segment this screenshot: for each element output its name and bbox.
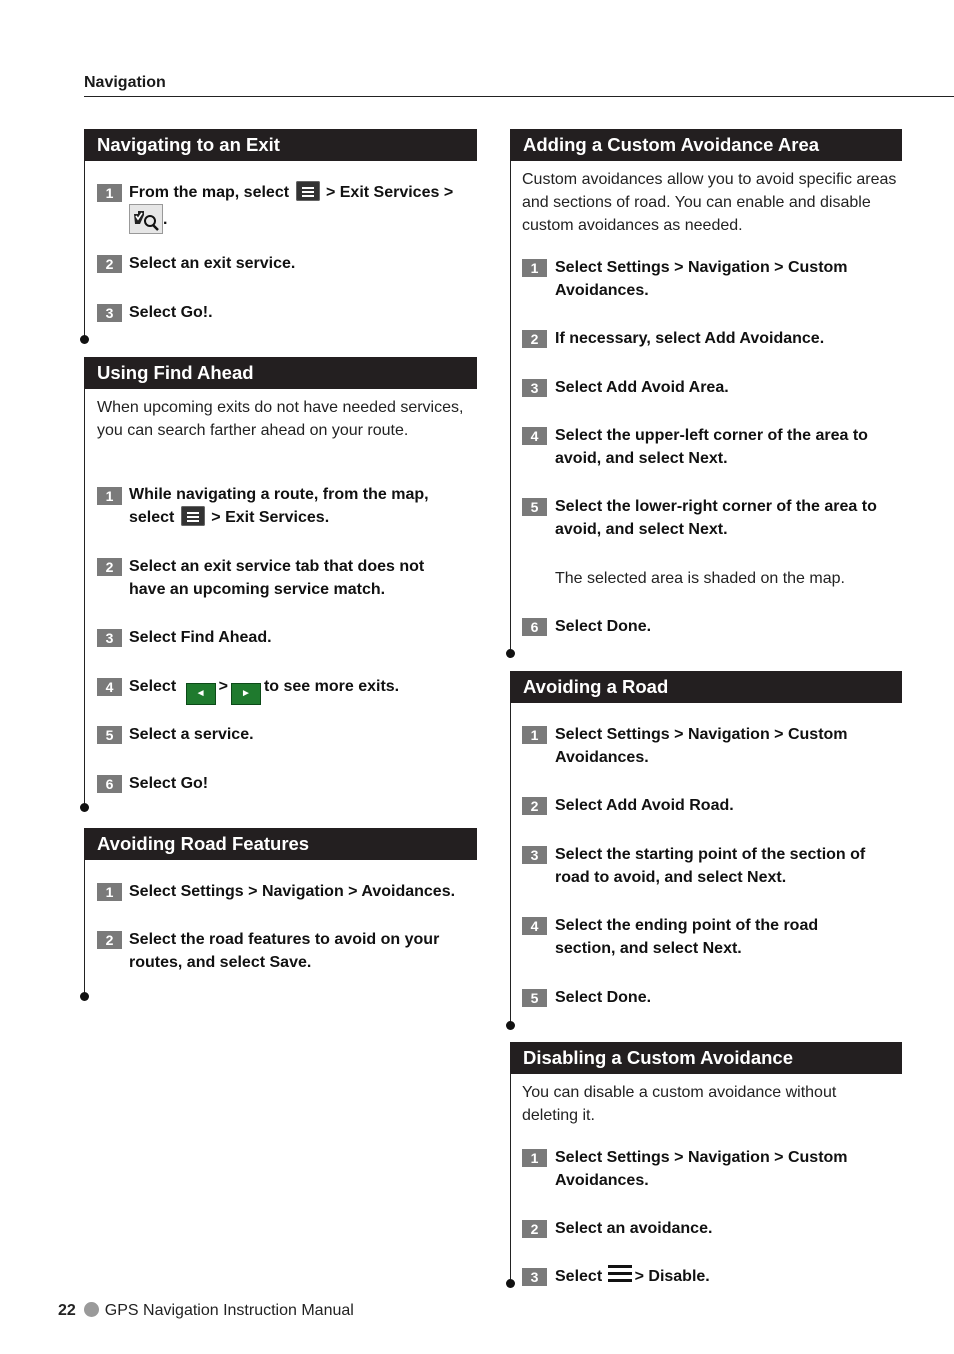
step-number: 4 — [522, 427, 547, 445]
section-intro: When upcoming exits do not have needed services, you can search farther ahead on your route. — [97, 399, 464, 439]
section-intro: Custom avoidances allow you to avoid specific areas and sections of road. You can enable and disable custom avoidances as needed. — [522, 171, 897, 234]
section-title-avoid-road: Avoiding a Road — [510, 671, 902, 703]
right-timeline-1 — [510, 161, 511, 653]
step-number: 3 — [522, 379, 547, 397]
step-text — [555, 1265, 900, 1288]
section-end-dot — [80, 335, 89, 344]
step-text: Select Settings > Navigation > Custom Avoidances. — [555, 726, 848, 766]
section-end-dot — [506, 1279, 515, 1288]
step-text-pre: From the map, select — [129, 184, 290, 201]
step-number: 3 — [97, 304, 122, 322]
step-text-post: to see more exits. — [263, 678, 400, 695]
step-number: 6 — [522, 618, 547, 636]
step-text: Select Done. — [555, 618, 652, 635]
step-number: 2 — [522, 1220, 547, 1238]
step-text: If necessary, select Add Avoidance. — [555, 330, 825, 347]
step-number: 1 — [522, 726, 547, 744]
step-number: 1 — [97, 487, 122, 505]
step-text — [129, 675, 474, 705]
step-number: 2 — [97, 255, 122, 273]
step-note: The selected area is shaded on the map. — [555, 570, 845, 587]
section-intro: You can disable a custom avoidance without deleting it. — [522, 1084, 837, 1124]
step-text: From the map, select > Exit Services > . — [129, 181, 474, 234]
step-text: Select an exit service tab that does not have an upcoming service match. — [129, 558, 425, 598]
step-text-pre: Select — [555, 1268, 603, 1285]
step-text: Select the ending point of the road section, and select Next. — [555, 917, 819, 957]
step-text: Select Add Avoid Area. — [555, 379, 729, 396]
step-text-pre: select — [129, 509, 175, 526]
step-number: 1 — [97, 184, 122, 202]
step-number: 2 — [97, 931, 122, 949]
step-number: 4 — [522, 917, 547, 935]
right-timeline-3 — [510, 1073, 511, 1283]
section-title-find-ahead: Using Find Ahead — [84, 357, 477, 389]
step-text-separator: > — [218, 678, 228, 695]
step-text: Select Settings > Navigation > Custom Avoidances. — [555, 259, 848, 299]
section-end-dot — [506, 649, 515, 658]
left-timeline-2 — [84, 389, 85, 807]
step-text: Select Add Avoid Road. — [555, 797, 734, 814]
page-number: 22 — [58, 1302, 76, 1319]
step-number: 3 — [522, 846, 547, 864]
step-text-post: > Exit Services > — [325, 184, 454, 201]
step-text: Select a service. — [129, 726, 254, 743]
section-title-disable: Disabling a Custom Avoidance — [510, 1042, 902, 1074]
step-text: Select an exit service. — [129, 255, 296, 272]
section-end-dot — [506, 1021, 515, 1030]
step-number: 5 — [522, 989, 547, 1007]
step-text: Select Go!. — [129, 304, 213, 321]
step-text: Select the upper-left corner of the area to avoid, and select Next. — [555, 427, 868, 467]
step-number: 2 — [97, 558, 122, 576]
page-header: Navigation — [84, 74, 166, 91]
step-number: 2 — [522, 797, 547, 815]
step-text: Select Done. — [555, 989, 652, 1006]
step-text: Select Find Ahead. — [129, 629, 272, 646]
section-title-exit: Navigating to an Exit — [84, 129, 477, 161]
exit-search-icon[interactable] — [129, 204, 163, 234]
step-number: 5 — [522, 498, 547, 516]
step-number: 3 — [97, 629, 122, 647]
left-timeline-3 — [84, 860, 85, 996]
right-timeline-2 — [510, 703, 511, 1025]
menu-icon[interactable] — [608, 1265, 632, 1283]
arrow-right-icon[interactable]: ► — [231, 683, 261, 705]
step-text — [129, 484, 474, 529]
left-timeline-1 — [84, 161, 85, 339]
section-end-dot — [80, 803, 89, 812]
step-number: 3 — [522, 1268, 547, 1286]
step-text: Select Go! — [129, 775, 209, 792]
step-text: Select the road features to avoid on your routes, and select Save. — [129, 931, 440, 971]
section-title-custom-area: Adding a Custom Avoidance Area — [510, 129, 902, 161]
page-footer — [58, 1302, 354, 1320]
step-text: Select the lower-right corner of the area to avoid, and select Next. — [555, 498, 877, 538]
step-text: Select Settings > Navigation > Avoidances. — [129, 883, 456, 900]
step-number: 2 — [522, 330, 547, 348]
menu-icon[interactable] — [296, 181, 320, 201]
manual-title: GPS Navigation Instruction Manual — [104, 1302, 354, 1319]
step-number: 5 — [97, 726, 122, 744]
arrow-left-icon[interactable]: ◄ — [186, 683, 216, 705]
header-rule — [84, 96, 954, 97]
section-end-dot — [80, 992, 89, 1001]
step-text: Select an avoidance. — [555, 1220, 713, 1237]
step-number: 1 — [522, 1149, 547, 1167]
step-number: 1 — [522, 259, 547, 277]
section-title-road-features: Avoiding Road Features — [84, 828, 477, 860]
step-text: Select the starting point of the section of road to avoid, and select Next. — [555, 846, 866, 886]
step-text: Select Settings > Navigation > Custom Avoidances. — [555, 1149, 848, 1189]
step-number: 1 — [97, 883, 122, 901]
step-text-pre: Select — [129, 678, 177, 695]
step-text-line1: While navigating a route, from the map, — [129, 486, 429, 503]
step-text-post: > Disable. — [634, 1268, 710, 1285]
step-number: 4 — [97, 678, 122, 696]
step-number: 6 — [97, 775, 122, 793]
footer-dot-icon — [84, 1302, 99, 1317]
menu-icon[interactable] — [181, 506, 205, 526]
step-text-post: > Exit Services. — [211, 509, 330, 526]
